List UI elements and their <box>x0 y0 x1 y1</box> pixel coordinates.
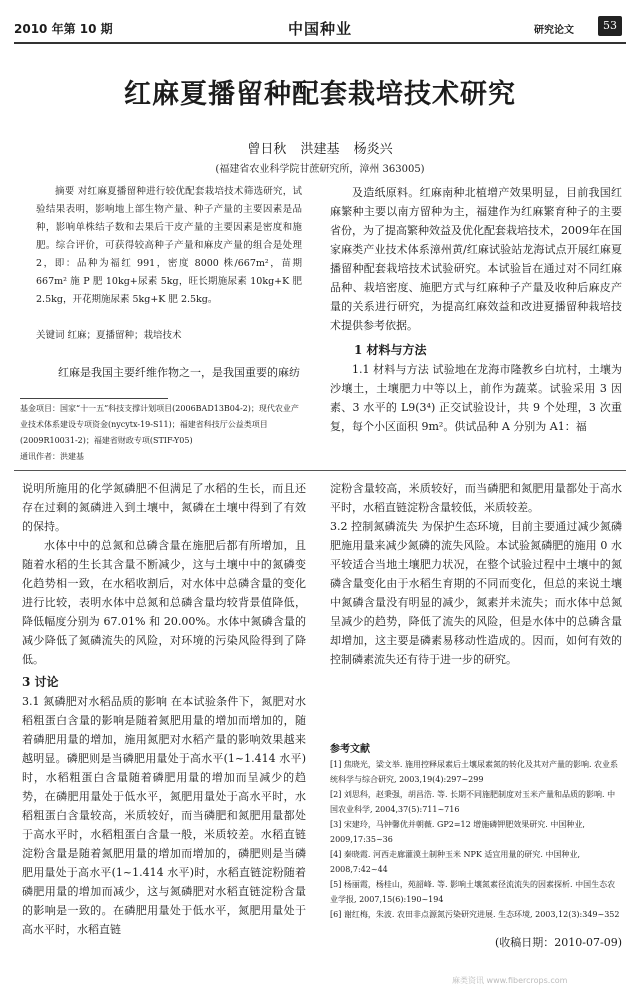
section-3-1-text: 3.1 氮磷肥对水稻品质的影响 在本试验条件下，氮肥对水稻粗蛋白含量的影响是随着氮肥用量的增加而增加的，随着磷肥用量的增加，施用氮肥对水稻产量的影响效果越来越明显。磷肥则是当磷肥用量处于高水平(1~1.414 水平)时，水稻粗蛋白含量随着磷肥用量的增加而呈减少的趋势，在磷肥用量处于低水平，氮肥用量处于高水平时，水稻粗蛋白含量较高，米质较好，而当磷肥和氮肥用量都处于高水平时，水稻粗蛋白含量一般，米质较差。水稻直链淀粉含量是随着氮肥用量的增加而增加的，磷肥则是当磷肥用量处于高水平(1~1.414 水平)时，水稻直链淀粉随着磷肥用量的增加而减少，这与氮磷肥对水稻直链淀粉含量的影响是一致的。在磷肥用量处于低水平，氮肥用量处于高水平时，水稻直链 <box>22 695 306 936</box>
section-1-title: 1 材料与方法 <box>354 343 427 357</box>
body-left-p2: 水体中中的总氮和总磷含量在施肥后都有所增加，且随着水稻的生长其含量不断减少，这与土壤中中的氮磷变化趋势相一致，在水稻收割后，对水体中总磷含量的变化进行比较，表明水体中总氮和总磷含量均较背景值降低，降低幅度分别为 67.01% 和 20.00%。水体中氮磷含量的减少降低了氮磷流失的风险，对环境的污染风险得到了降低。 <box>22 539 306 666</box>
references-list <box>330 757 622 922</box>
footnote-rule <box>20 398 168 399</box>
fund-info: 基金项目：国家“十一五”科技支撑计划项目(2006BAD13B04-2)；现代农业产业技术体系建设专项资金(nycytx-19-S11)；福建省科技厅公益类项目(2009R10031-2)；福建省财政专项(STIF-Y05) <box>20 404 299 445</box>
page-split-rule <box>14 470 626 471</box>
article-title: 红麻夏播留种配套栽培技术研究 <box>124 79 516 110</box>
column-label: 研究论文 <box>534 25 574 36</box>
reference-item: [3] 宋建玲，马钟馨优并朝薇. GP2=12 增施磷钾肥效果研究. 中国种业, 2009,17:35~36 <box>330 820 585 844</box>
affiliation: (福建省农业科学院甘蔗研究所，漳州 363005) <box>215 164 425 175</box>
watermark: 麻类资讯 www.fibercrops.com <box>452 976 568 985</box>
section-1-1-text: 1.1 材料与方法 试验地在龙海市隆教乡白坑村，土壤为沙壤土，土壤肥力中等以上，前作为蔬菜。试验采用 3 因素、3 水平的 L9(3⁴) 正交试验设计，共 9 个处理，3 次重复，每个小区面积 9m²。供试品种 A 分别为 A1：福 <box>330 363 622 433</box>
intro-right-text: 及造纸原料。红麻南种北植增产效果明显，目前我国红麻繁种主要以南方留种为主，福建作为红麻繁育种子的主要省份，为了提高繁种效益及优化配套栽培技术，2009年在国家麻类产业技术体系漳州黄/红麻试验站龙海试点开展红麻夏播留种配套栽培技术试验研究。本试验旨在通过对不同红麻品种、栽培密度、施肥方式与红麻种子产量及收种后麻皮产量的关系进行研究，为提高红麻效益和改进夏播留种栽培技术提供参考依据。 <box>330 186 622 332</box>
intro-left-text: 红麻是我国主要纤维作物之一，是我国重要的麻纺 <box>58 366 300 379</box>
journal-name: 中国种业 <box>287 20 352 38</box>
received-date: (收稿日期：2010-07-09) <box>494 936 622 949</box>
body-left-p1: 说明所施用的化学氮磷肥不但满足了水稻的生长，而且还存在过剩的氮磷进入到土壤中，氮磷在土壤中得到了有效的保持。 <box>22 482 306 533</box>
reference-item: [2] 刘思科，赵秉强，胡昌浩. 等. 长期不同施肥制度对玉米产量和品质的影响. 中国农业科学, 2004,37(5):711~716 <box>330 790 616 814</box>
issue-label: 2010 年第 10 期 <box>14 22 113 36</box>
body-right-p1: 淀粉含量较高，米质较好，而当磷肥和氮肥用量都处于高水平时，水稻直链淀粉含量较低，米质较差。 <box>330 482 622 514</box>
intro-left-column <box>36 363 302 382</box>
footnote <box>20 401 302 465</box>
keywords: 关键词 红麻；夏播留种；栽培技术 <box>36 330 182 341</box>
body-right-column <box>330 479 622 669</box>
header-rule <box>14 42 626 44</box>
author-list: 曾日秋 洪建基 杨炎兴 <box>247 142 393 157</box>
abstract-text: 摘要 对红麻夏播留种进行较优配套栽培技术筛选研究，试验结果表明，影响地上部生物产量、种子产量的主要因素是品种，影响单株结子数和去果后干皮产量的主要因素是密度和施肥。综合评价，可获得较高种子产量和麻皮产量的组合是处理 2，即：品种为福红 991，密度 8000 株/667m²，苗期 667m² 施 P 肥 10kg+尿素 5kg，旺长期施尿素 10kg+K 肥 2.5kg，开花期施尿素 5kg+K 肥 2.5kg。 <box>36 186 302 305</box>
body-left-column <box>22 479 306 939</box>
intro-right-column <box>330 183 622 436</box>
reference-item: [1] 焦晓光，梁文举. 施用控释尿素后土壤尿素氮的转化及其对产量的影响. 农业系统科学与综合研究, 2003,19(4):297~299 <box>330 760 619 784</box>
reference-item: [5] 杨丽霞，杨桂山，苑韶峰. 等. 影响土壤氮素径流流失的因素探析. 中国生态农业学报, 2007,15(6):190~194 <box>330 880 616 904</box>
page-number-badge: 53 <box>598 16 622 36</box>
section-3-title: 3 讨论 <box>22 675 59 689</box>
section-3-2-text: 3.2 控制氮磷流失 为保护生态环境，目前主要通过减少氮磷肥施用量来减少氮磷的流失风险。本试验氮磷肥的施用 0 水平较适合当地土壤肥力状况，在整个试验过程中土壤中的氮磷含量变化由于水稻生育期的不同而变化，但总的来说土壤中氮磷含量没有明显的减少，氮素并未流失；而水体中总氮呈减少的趋势，降低了流失的风险，但是水体中的总磷含量却增加，这主要是磷素易移动性造成的。因而，如何有效的控制磷素流失还有待于进一步的研究。 <box>330 520 622 666</box>
reference-item: [4] 秦晓霞. 河西走廊灌漠土制种玉米 NPK 适宜用量的研究. 中国种业, 2008,7:42~44 <box>330 850 581 874</box>
abstract <box>36 183 302 309</box>
reference-item: [6] 谢红梅，朱波. 农田非点源氮污染研究进展. 生态环境, 2003,12(3):349~352 <box>330 910 620 919</box>
references-heading: 参考文献 <box>330 744 370 755</box>
corresponding-author: 通讯作者：洪建基 <box>20 452 84 461</box>
